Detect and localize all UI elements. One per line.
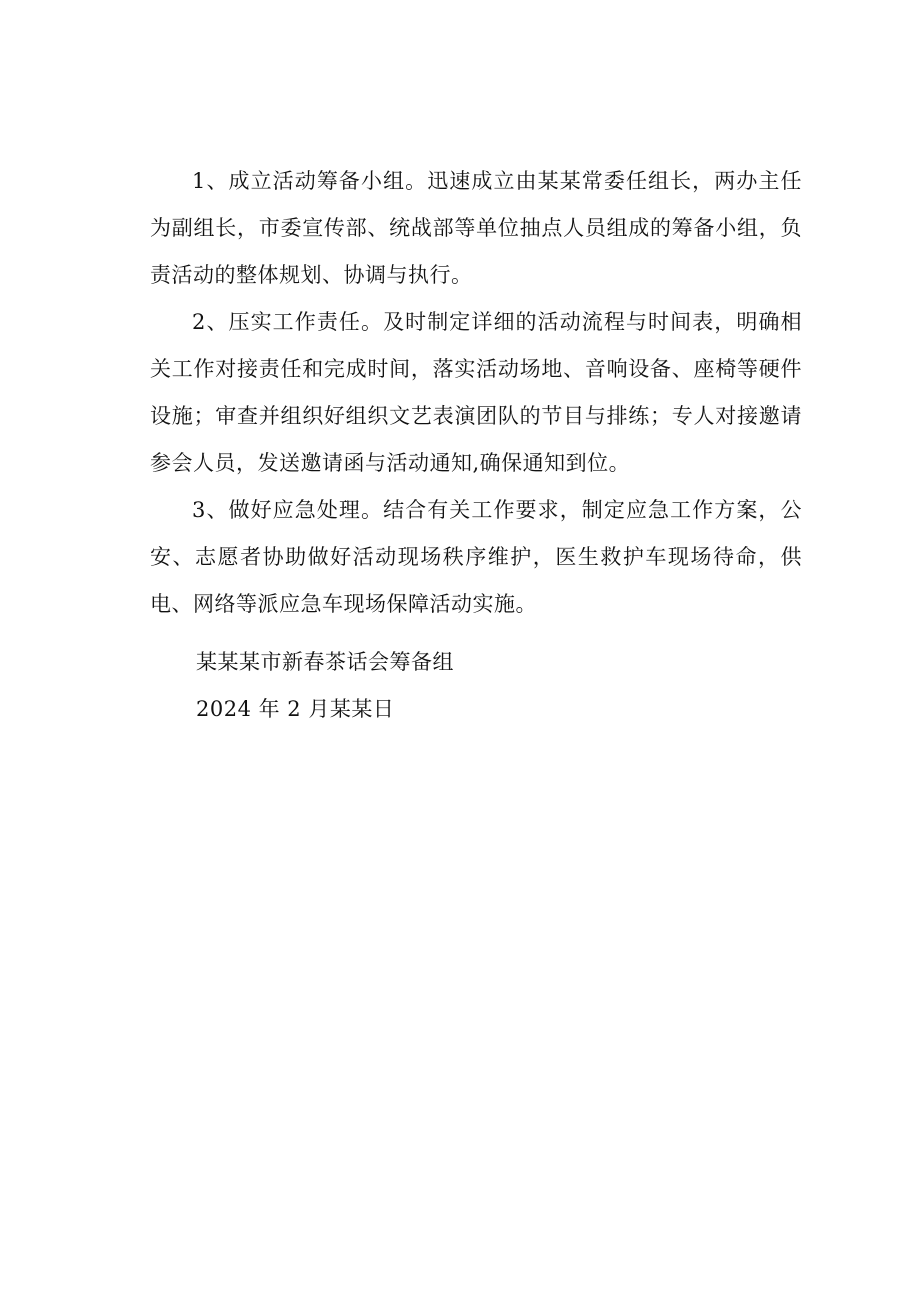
signature-organization: 某某某市新春茶话会筹备组 [196,650,454,674]
paragraph-2: 2、压实工作责任。及时制定详细的活动流程与时间表，明确相关工作对接责任和完成时间，落实活动场地、音响设备、座椅等硬件设施；审查并组织好组织文艺表演团队的节目与排练；专人对接邀请参会人员，发送邀请函与活动通知,确保通知到位。 [150,310,802,475]
paragraph-3: 3、做好应急处理。结合有关工作要求，制定应急工作方案，公安、志愿者协助做好活动现场秩序维护，医生救护车现场待命，供电、网络等派应急车现场保障活动实施。 [150,498,802,616]
signature-block [196,639,596,733]
signature-date: 2024 年 2 月某某日 [196,697,395,721]
paragraph-1: 1、成立活动筹备小组。迅速成立由某某常委任组长，两办主任为副组长，市委宣传部、统战部等单位抽点人员组成的筹备小组，负责活动的整体规划、协调与执行。 [150,169,802,287]
document-body [150,158,802,628]
